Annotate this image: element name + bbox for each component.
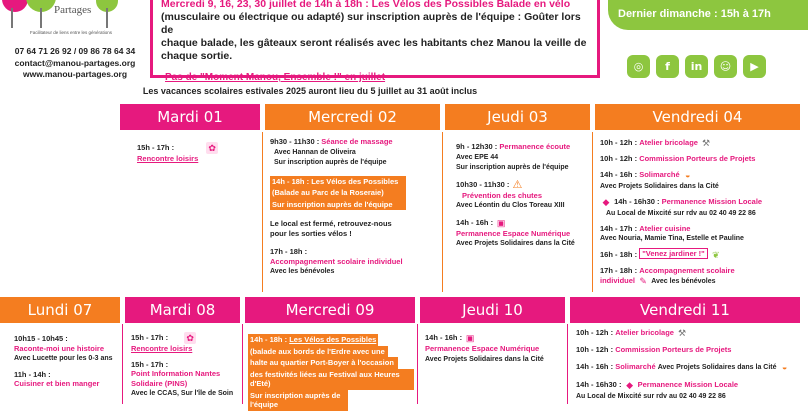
mardi-08-column	[131, 332, 243, 399]
event-time: 14h - 18h :	[272, 176, 310, 186]
event-time: 15h - 17h :	[131, 359, 169, 369]
event-time: 14h - 16h :	[600, 169, 638, 179]
event[interactable]	[456, 142, 591, 173]
event-time: 14h - 17h :	[600, 223, 638, 233]
event-velos[interactable]	[270, 176, 406, 211]
event-title: Les Vélos des Possibles	[289, 335, 377, 344]
facebook-icon[interactable]: f	[656, 55, 679, 78]
day-header-lundi-07: Lundi 07	[0, 297, 120, 323]
computer-icon: ▣	[496, 217, 506, 228]
event-velos[interactable]	[248, 334, 416, 411]
notice-line2: (musculaire ou électrique ou adapté) sur inscription auprès de l'équipe : Goûter lors de	[161, 11, 581, 36]
event-detail: Avec les bénévoles	[651, 277, 716, 285]
event[interactable]	[456, 179, 591, 211]
no-moment-note: Pas de "Moment Manou, Ensemble !" en juillet	[165, 72, 386, 83]
event-time: 10h - 12h :	[600, 137, 638, 147]
day-header-mardi-08: Mardi 08	[125, 297, 240, 323]
event-detail: Sur inscription auprès de l'équipe	[248, 390, 348, 411]
event-title: Prévention des chutes	[462, 190, 543, 200]
event-time: 9h30 - 11h30 :	[270, 137, 320, 146]
event-title: Solidaire (PINS)	[131, 378, 188, 388]
event-title: Commission Porteurs de Projets	[639, 154, 756, 163]
event-time: 14h - 18h :	[250, 335, 288, 344]
event-detail: Avec Hannan de Oliveira	[274, 148, 356, 156]
mission-locale-icon: ◆	[602, 197, 610, 207]
logo-name: Partages	[54, 4, 92, 16]
basket-icon: ◒	[685, 169, 691, 180]
logo-tagline: Facilitateur de liens entre les générations	[30, 30, 113, 35]
event-detail: Avec les bénévoles	[270, 268, 335, 275]
event[interactable]	[576, 345, 800, 355]
event[interactable]	[131, 360, 243, 399]
computer-icon: ▣	[465, 333, 475, 343]
lundi-07-column	[14, 334, 122, 389]
event-time: 10h15 - 10h45 :	[14, 334, 68, 343]
event[interactable]	[425, 332, 565, 364]
event-detail: Avec Projets Solidaires dans la Cité	[600, 182, 719, 190]
event[interactable]	[600, 196, 800, 219]
event-time: 10h - 12h :	[576, 327, 614, 337]
divider	[417, 324, 418, 404]
event-time: 14h - 16h30 :	[614, 196, 660, 206]
event-title: "Venez jardiner !"	[639, 248, 708, 259]
event-detail: halte au quartier Port-Boyer à l'occasion	[248, 357, 398, 369]
event-time: 11h - 14h :	[14, 369, 51, 379]
hours-box	[608, 0, 808, 30]
event[interactable]	[131, 332, 243, 354]
event-detail: (Balade au Parc de la Roseraie)	[270, 187, 406, 199]
event[interactable]	[600, 266, 800, 288]
event-title: Solimarché	[639, 169, 680, 179]
contact-email[interactable]: contact@manou-partages.org	[14, 57, 136, 68]
event-title: Les Vélos des Possibles	[311, 176, 399, 186]
divider	[262, 132, 263, 292]
contact-website[interactable]: www.manou-partages.org	[22, 69, 128, 79]
event-detail: Avec Lucette pour les 0-3 ans	[14, 355, 113, 362]
closed-note	[270, 219, 440, 238]
event-title: Permanence Mission Locale	[637, 379, 739, 389]
tools-icon: ⚒	[702, 138, 711, 148]
school-icon: ✎	[639, 276, 647, 286]
event-detail: Sur inscription auprès de l'équipe	[456, 164, 569, 171]
event[interactable]	[270, 137, 440, 168]
event[interactable]	[456, 217, 591, 249]
event-time: 17h - 18h :	[270, 247, 308, 256]
contact-block	[0, 46, 150, 81]
event[interactable]	[14, 370, 122, 389]
day-header-vendredi-04: Vendredi 04	[595, 104, 800, 130]
loisirs-icon: ✿	[206, 142, 218, 154]
event-time: 16h - 18h :	[600, 249, 638, 259]
event-time: 14h - 16h :	[576, 361, 614, 371]
mercredi-09-column	[248, 334, 416, 411]
warning-icon: ⚠	[512, 178, 523, 191]
linkedin-icon[interactable]: in	[685, 55, 708, 78]
event[interactable]	[600, 169, 800, 192]
event-detail: Avec Projets Solidaires dans la Cité	[657, 363, 777, 371]
basket-icon: ◒	[781, 361, 788, 372]
mardi-01-column	[137, 142, 257, 164]
event-detail: Avec Projets Solidaires dans la Cité	[456, 240, 575, 247]
tools-icon: ⚒	[678, 328, 687, 338]
event-title: Rencontre loisirs	[137, 154, 199, 163]
event-time: 10h - 12h :	[576, 345, 614, 354]
event-time: 10h - 12h :	[600, 154, 638, 163]
event-title: Atelier bricolage	[615, 327, 674, 337]
event-title: Raconte-moi une histoire	[14, 343, 105, 353]
hours-label: Dernier dimanche : 15h à 17h	[618, 8, 771, 20]
notice-line1: Mercredi 9, 16, 23, 30 juillet de 14h à 18h : Les Vélos des Possibles Balade en vélo	[161, 0, 571, 10]
event-title: Permanence écoute	[499, 142, 571, 151]
event-title: Atelier cuisine	[639, 223, 691, 233]
event-detail: (balade aux bords de l'Erdre avec une	[248, 346, 388, 358]
event-title: Cuisiner et bien manger	[14, 379, 100, 388]
vacation-notice: Les vacances scolaires estivales 2025 auront lieu du 5 juillet au 31 août inclus	[142, 86, 478, 96]
divider	[122, 324, 123, 404]
event-title: Accompagnement scolaire individuel	[270, 256, 403, 266]
jeudi-03-column	[456, 142, 591, 249]
event-detail: Avec EPE 44	[456, 153, 499, 161]
event-detail: Avec Projets Solidaires dans la Cité	[425, 355, 544, 363]
day-header-mercredi-09: Mercredi 09	[245, 297, 415, 323]
event-title: Permanence Espace Numérique	[425, 344, 540, 353]
notice-box	[150, 0, 600, 83]
notice-line3: chaque balade, les gâteaux seront réalisés avec les habitants chez Manou la veille de	[161, 37, 587, 49]
mercredi-02-column	[270, 137, 440, 277]
divider	[567, 324, 568, 404]
day-header-jeudi-03: Jeudi 03	[445, 104, 590, 130]
event[interactable]	[270, 247, 440, 277]
event-title: Solimarché	[615, 361, 656, 371]
event-detail: des festivités liées au Festival aux Heures d'Eté)	[248, 369, 414, 390]
youtube-icon[interactable]: ▶	[743, 55, 766, 78]
event-title: Point Information Nantes	[131, 369, 221, 378]
day-header-mercredi-02: Mercredi 02	[265, 104, 440, 130]
event[interactable]	[600, 249, 800, 261]
event-title: Commission Porteurs de Projets	[615, 345, 732, 354]
event[interactable]	[600, 154, 800, 164]
event-detail: Sur inscription auprès de l'équipe	[274, 159, 387, 166]
mission-locale-icon: ◆	[626, 379, 633, 390]
event-time: 10h30 - 11h30 :	[456, 179, 510, 189]
event-time: 17h - 18h :	[600, 265, 638, 275]
divider	[442, 132, 443, 292]
event[interactable]	[14, 334, 122, 364]
day-header-vendredi-11: Vendredi 11	[570, 297, 800, 323]
event[interactable]	[576, 327, 800, 339]
event-title: Accompagnement scolaire	[639, 265, 735, 275]
event-title: Atelier bricolage	[639, 137, 698, 147]
plant-icon: ❦	[712, 249, 720, 260]
event-detail: Au Local de Mixcité sur rdv au 02 40 49 22 86	[606, 210, 756, 217]
event-detail: Sur inscription auprès de l'équipe	[270, 199, 406, 211]
jeudi-10-column	[425, 332, 565, 364]
notice-line4: chaque sortie.	[161, 50, 233, 62]
vendredi-04-column	[600, 137, 800, 287]
loisirs-icon: ✿	[184, 332, 196, 344]
event[interactable]	[600, 137, 800, 149]
vendredi-11-column	[576, 327, 800, 401]
event[interactable]	[137, 142, 257, 164]
event-time: 15h - 17h :	[137, 142, 175, 152]
event[interactable]	[600, 224, 800, 244]
event[interactable]	[576, 361, 800, 373]
day-header-jeudi-10: Jeudi 10	[420, 297, 565, 323]
event-title: Séance de massage	[321, 137, 393, 146]
logo	[0, 0, 150, 44]
event-time: 14h - 16h :	[456, 217, 494, 227]
event-title: Rencontre loisirs	[131, 344, 193, 353]
snapchat-icon[interactable]: ☺	[714, 55, 737, 78]
closed-line: Le local est fermé, retrouvez-nous	[270, 219, 392, 228]
divider	[592, 132, 593, 292]
contact-phones: 07 64 71 26 92 / 09 86 78 64 34	[14, 46, 136, 56]
event-time: 14h - 16h30 :	[576, 379, 622, 389]
event-detail: Avec Nouria, Mamie Tina, Estelle et Pauline	[600, 235, 744, 242]
event-title: Permanence Espace Numérique	[456, 228, 571, 238]
event-time: 9h - 12h30 :	[456, 142, 498, 151]
event-time: 15h - 17h :	[131, 332, 169, 342]
instagram-icon[interactable]: ◎	[627, 55, 650, 78]
event-detail: Avec le CCAS, Sur l'île de Soin	[131, 390, 234, 397]
event-title: individuel	[600, 275, 636, 285]
day-header-mardi-01: Mardi 01	[120, 104, 260, 130]
event-title: Permanence Mission Locale	[661, 196, 763, 206]
event-detail: Au Local de Mixcité sur rdv au 02 40 49 22 86	[576, 392, 726, 400]
event-time: 14h - 16h :	[425, 332, 463, 342]
event[interactable]	[576, 379, 800, 402]
event-detail: Avec Léontin du Clos Toreau XIII	[456, 202, 565, 209]
closed-line: pour les sorties vélos !	[270, 228, 352, 238]
